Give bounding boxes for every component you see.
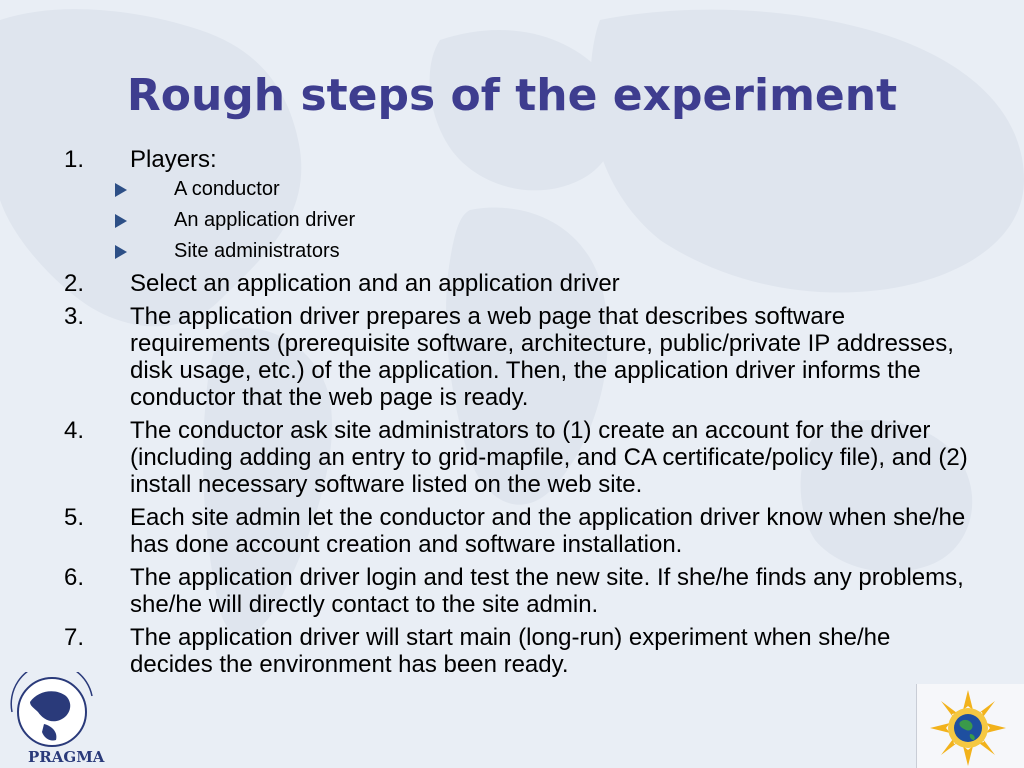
- list-item: [58, 417, 968, 498]
- sub-item-text: A conductor: [174, 178, 280, 200]
- item-text: The application driver will start main (long-run) experiment when she/he decides the environment has been ready.: [130, 624, 891, 678]
- item-number: 5.: [64, 504, 85, 531]
- item-number: 6.: [64, 564, 85, 591]
- list-item: [58, 564, 968, 618]
- sub-item-text: Site administrators: [174, 240, 340, 262]
- pragma-logo-text: PRAGMA: [28, 748, 105, 766]
- list-item: [58, 270, 968, 297]
- steps-list: [58, 146, 968, 684]
- item-number: 1.: [64, 146, 85, 173]
- sub-list-item: [130, 239, 968, 263]
- sub-item-text: An application driver: [174, 209, 356, 231]
- item-number: 3.: [64, 303, 85, 330]
- sub-list-item: [130, 208, 968, 232]
- sun-globe-logo: [928, 688, 1008, 768]
- sub-list: [130, 177, 968, 263]
- list-item: [58, 146, 968, 263]
- pragma-logo: [0, 672, 120, 768]
- sub-list-item: [130, 177, 968, 201]
- list-item: [58, 504, 968, 558]
- bullet-arrow-icon: [115, 214, 127, 228]
- list-item: [58, 624, 968, 678]
- item-text: Select an application and an application driver: [130, 270, 620, 297]
- item-text: Each site admin let the conductor and the application driver know when she/he has done account creation and software installation.: [130, 504, 966, 558]
- item-text: Players:: [130, 146, 217, 173]
- item-number: 2.: [64, 270, 85, 297]
- list-item: [58, 303, 968, 411]
- bullet-arrow-icon: [115, 183, 127, 197]
- bullet-arrow-icon: [115, 245, 127, 259]
- item-text: The application driver login and test the new site. If she/he finds any problems, she/he will directly contact to the site admin.: [130, 564, 964, 618]
- item-text: The conductor ask site administrators to (1) create an account for the driver (including adding an entry to grid-mapfile, and CA certificate/policy file), and (2) install necessary software listed on the web site.: [130, 417, 968, 498]
- item-text: The application driver prepares a web page that describes software requirements (prerequisite software, architecture, public/private IP addresses, disk usage, etc.) of the application. Then, the application driver informs the conductor that the web page is ready.: [130, 303, 954, 411]
- item-number: 7.: [64, 624, 85, 651]
- item-number: 4.: [64, 417, 85, 444]
- slide-title: Rough steps of the experiment: [126, 70, 898, 121]
